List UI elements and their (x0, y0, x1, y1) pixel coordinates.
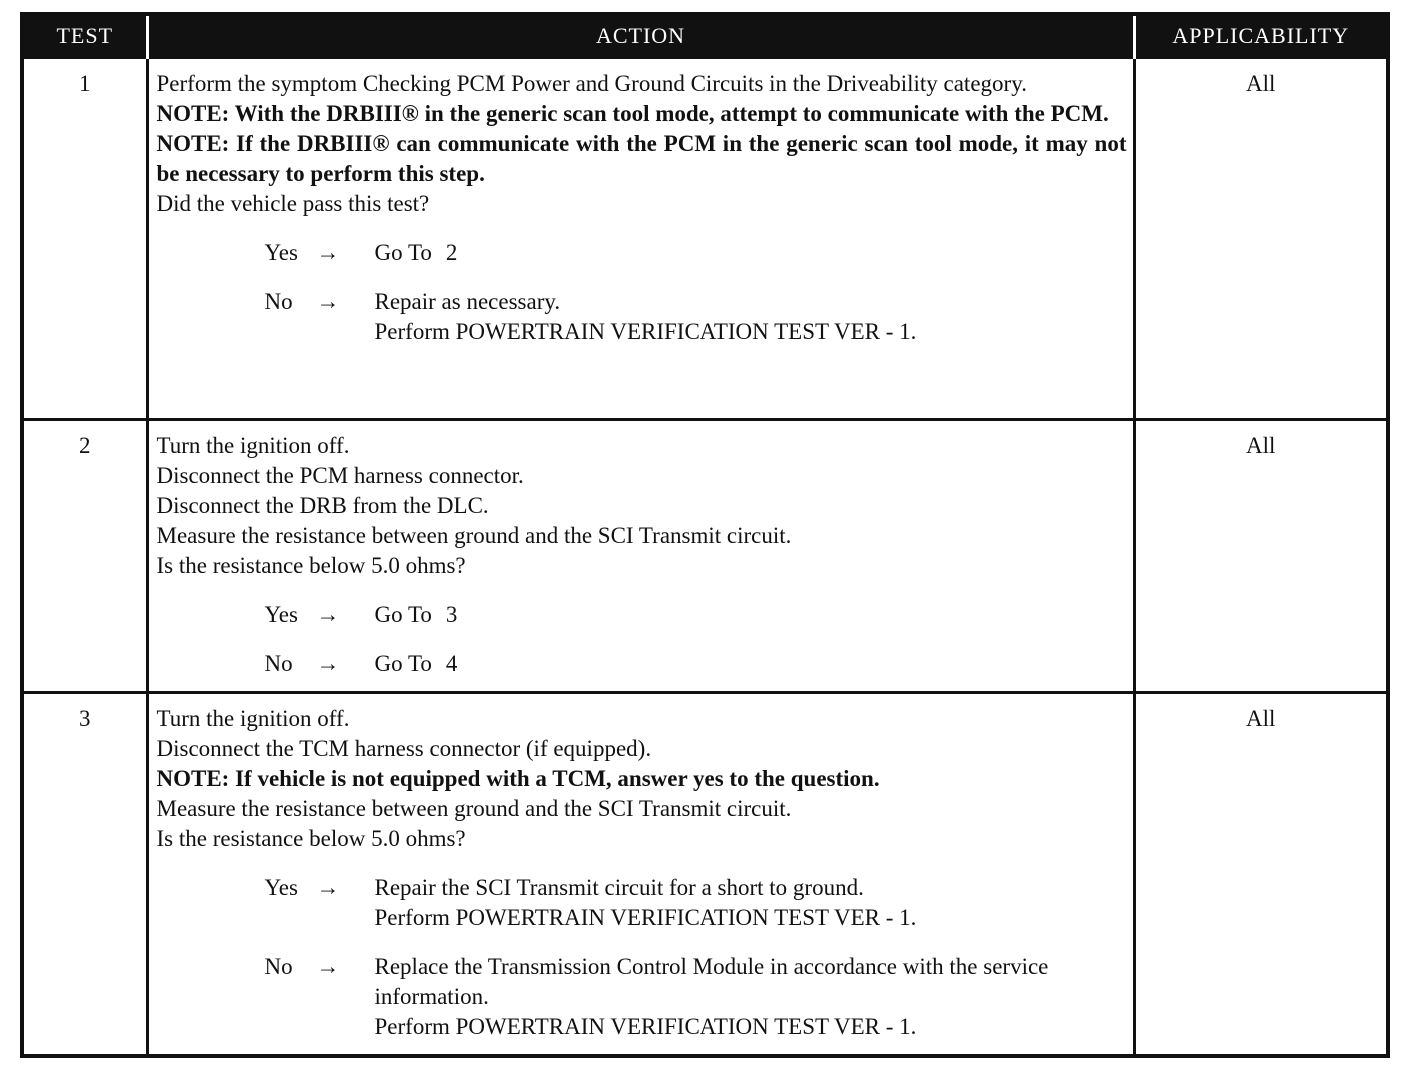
table-row (22, 420, 1388, 693)
result-label: Yes (264, 875, 298, 900)
test-number: 3 (22, 693, 147, 1057)
action-question: Is the resistance below 5.0 ohms? (156, 553, 466, 578)
result-body (375, 649, 1127, 679)
result-label: Yes (264, 240, 298, 265)
applicability-value: All (1134, 693, 1388, 1057)
result-yes (265, 238, 1127, 268)
table-header-row (22, 14, 1388, 58)
result-label: No (264, 651, 293, 676)
goto-text: Go To (374, 651, 432, 676)
action-line: Disconnect the PCM harness connector. (156, 463, 524, 488)
action-cell (147, 420, 1134, 693)
result-line: Perform POWERTRAIN VERIFICATION TEST VER - 1. (374, 1014, 917, 1039)
result-no (265, 952, 1127, 1042)
action-cell (147, 693, 1134, 1057)
action-line: Measure the resistance between ground and the SCI Transmit circuit. (156, 523, 792, 548)
result-body (375, 238, 1127, 268)
action-line: Disconnect the TCM harness connector (if equipped). (156, 736, 652, 761)
action-question: Did the vehicle pass this test? (156, 191, 430, 216)
arrow-icon: → (316, 602, 340, 627)
result-line: Perform POWERTRAIN VERIFICATION TEST VER - 1. (374, 319, 917, 344)
action-line: Turn the ignition off. (156, 706, 350, 731)
result-no (265, 287, 1127, 347)
arrow-icon: → (316, 954, 340, 979)
header-action: ACTION (147, 14, 1134, 58)
applicability-value: All (1134, 420, 1388, 693)
result-yes (265, 873, 1127, 933)
arrow-icon: → (316, 289, 340, 314)
result-no (265, 649, 1127, 679)
test-number: 2 (22, 420, 147, 693)
result-line: Perform POWERTRAIN VERIFICATION TEST VER - 1. (374, 905, 917, 930)
action-cell (147, 58, 1134, 420)
table-row (22, 693, 1388, 1057)
result-body (375, 600, 1127, 630)
goto-text: Go To (374, 602, 432, 627)
action-note: NOTE: If vehicle is not equipped with a TCM, answer yes to the question. (156, 766, 880, 791)
result-line: Repair as necessary. (374, 289, 561, 314)
action-question: Is the resistance below 5.0 ohms? (156, 826, 466, 851)
action-note: NOTE: With the DRBIII® in the generic scan tool mode, attempt to communicate with the PCM. (156, 101, 1109, 126)
arrow-icon: → (316, 875, 340, 900)
result-label: Yes (264, 602, 298, 627)
result-body (375, 873, 1127, 933)
goto-text: Go To (374, 240, 432, 265)
result-label: No (264, 954, 293, 979)
table-row (22, 58, 1388, 420)
goto-number: 2 (445, 240, 458, 265)
header-applicability: APPLICABILITY (1134, 14, 1388, 58)
action-line: Disconnect the DRB from the DLC. (156, 493, 489, 518)
goto-number: 3 (445, 602, 458, 627)
header-test: TEST (22, 14, 147, 58)
result-label: No (264, 289, 293, 314)
arrow-icon: → (316, 651, 340, 676)
test-number: 1 (22, 58, 147, 420)
result-yes (265, 600, 1127, 630)
action-line: Perform the symptom Checking PCM Power and Ground Circuits in the Driveability category. (156, 71, 1027, 96)
goto-number: 4 (445, 651, 458, 676)
action-note: NOTE: If the DRBIII® can communicate with the PCM in the generic scan tool mode, it may not be necessary to perform this step. (156, 131, 1127, 186)
result-body (375, 287, 1127, 347)
result-line: Repair the SCI Transmit circuit for a short to ground. (374, 875, 864, 900)
arrow-icon: → (316, 240, 340, 265)
action-line: Measure the resistance between ground and the SCI Transmit circuit. (156, 796, 792, 821)
result-body (375, 952, 1127, 1042)
action-line: Turn the ignition off. (156, 433, 350, 458)
result-line: Replace the Transmission Control Module in accordance with the service information. (374, 954, 1049, 1009)
diagnostic-test-table (20, 12, 1390, 1058)
applicability-value: All (1134, 58, 1388, 420)
